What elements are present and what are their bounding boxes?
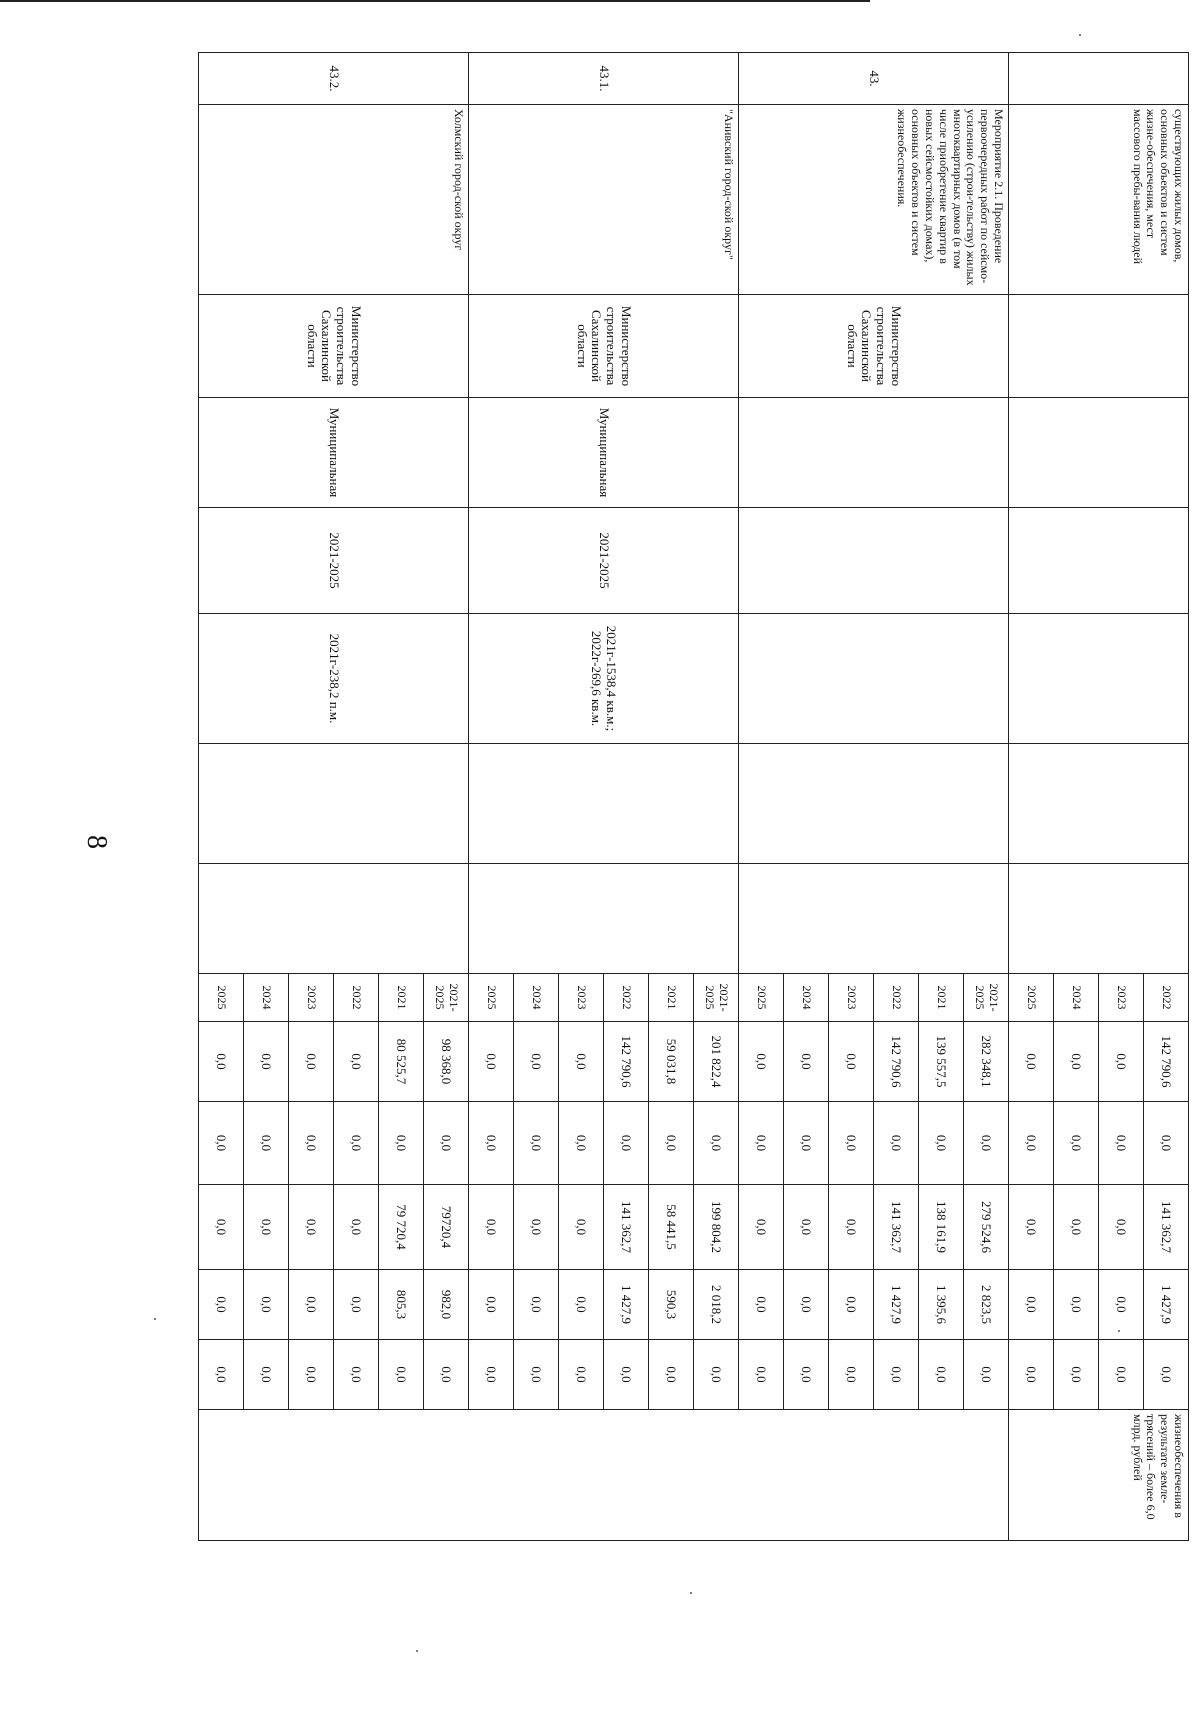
empty-cell (469, 744, 739, 864)
program-table (198, 52, 1189, 1541)
period-cell (739, 508, 1009, 614)
local-cell: 1 427,9 (1144, 1270, 1189, 1340)
scan-speck (690, 1592, 692, 1594)
federal-cell: 0,0 (289, 1102, 334, 1185)
total-cell: 0,0 (334, 1022, 379, 1102)
local-cell: 0,0 (469, 1270, 514, 1340)
total-cell: 98 368,0 (424, 1022, 469, 1102)
year-cell: 2025 (1009, 974, 1054, 1022)
regional-cell: 0,0 (514, 1185, 559, 1270)
result-cell (199, 1410, 1009, 1541)
local-cell: 0,0 (1054, 1270, 1099, 1340)
extra-budget-cell: 0,0 (604, 1340, 649, 1410)
extra-budget-cell: 0,0 (289, 1340, 334, 1410)
table-body (199, 53, 1189, 1541)
regional-cell: 0,0 (829, 1185, 874, 1270)
regional-cell: 279 524,6 (964, 1185, 1009, 1270)
regional-cell: 0,0 (1009, 1185, 1054, 1270)
federal-cell: 0,0 (1054, 1102, 1099, 1185)
federal-cell: 0,0 (1009, 1102, 1054, 1185)
extra-budget-cell: 0,0 (334, 1340, 379, 1410)
indicator-cell: 2021г-1538,4 кв.м.; 2022г-269,6 кв.м. (469, 614, 739, 744)
extra-budget-cell: 0,0 (694, 1340, 739, 1410)
regional-cell: 138 161,9 (919, 1185, 964, 1270)
total-cell: 0,0 (559, 1022, 604, 1102)
total-cell: 0,0 (289, 1022, 334, 1102)
extra-budget-cell: 0,0 (1099, 1340, 1144, 1410)
federal-cell: 0,0 (469, 1102, 514, 1185)
total-cell: 0,0 (829, 1022, 874, 1102)
local-cell: 2 018,2 (694, 1270, 739, 1340)
year-cell: 2021 (379, 974, 424, 1022)
total-cell: 282 348,1 (964, 1022, 1009, 1102)
regional-cell: 79 720,4 (379, 1185, 424, 1270)
total-cell: 0,0 (244, 1022, 289, 1102)
year-cell: 2022 (1144, 974, 1189, 1022)
local-cell: 1 395,6 (919, 1270, 964, 1340)
local-cell: 1 427,9 (604, 1270, 649, 1340)
total-cell: 0,0 (514, 1022, 559, 1102)
federal-cell: 0,0 (739, 1102, 784, 1185)
total-cell: 80 525,7 (379, 1022, 424, 1102)
indicator-cell (739, 614, 1009, 744)
page-number: 8 (81, 835, 112, 849)
federal-cell: 0,0 (784, 1102, 829, 1185)
name-cell: Холмский город-ской округ (199, 105, 469, 295)
executor-cell: Министерство строительства Сахалинской области (739, 295, 1009, 398)
total-cell: 59 031,8 (649, 1022, 694, 1102)
year-cell: 2022 (874, 974, 919, 1022)
local-cell: 1 427,9 (874, 1270, 919, 1340)
federal-cell: 0,0 (559, 1102, 604, 1185)
federal-cell: 0,0 (694, 1102, 739, 1185)
year-cell: 2021-2025 (424, 974, 469, 1022)
local-cell: 0,0 (739, 1270, 784, 1340)
year-cell: 2023 (289, 974, 334, 1022)
executor-cell (1009, 295, 1189, 398)
year-cell: 2021 (649, 974, 694, 1022)
empty-cell (739, 744, 1009, 864)
period-cell: 2021-2025 (469, 508, 739, 614)
top-scan-edge (0, 0, 870, 2)
federal-cell: 0,0 (919, 1102, 964, 1185)
total-cell: 0,0 (1009, 1022, 1054, 1102)
local-cell: 0,0 (199, 1270, 244, 1340)
regional-cell: 79720,4 (424, 1185, 469, 1270)
federal-cell: 0,0 (199, 1102, 244, 1185)
scan-speck (1118, 1330, 1120, 1332)
local-cell: 0,0 (784, 1270, 829, 1340)
local-cell: 0,0 (829, 1270, 874, 1340)
name-cell: Мероприятие 2.1. Проведение первоочередных работ по сейсмо-усилению (строи-тельству) жилых многоквартирных домов (в том числе приобретение квартир в новых сейсмостойких домах), основных объектов и систем жизнеобеспечения. (739, 105, 1009, 295)
year-cell: 2025 (739, 974, 784, 1022)
total-cell: 0,0 (784, 1022, 829, 1102)
empty-cell (469, 864, 739, 974)
extra-budget-cell: 0,0 (1144, 1340, 1189, 1410)
total-cell: 142 790,6 (604, 1022, 649, 1102)
local-cell: 805,3 (379, 1270, 424, 1340)
federal-cell: 0,0 (379, 1102, 424, 1185)
regional-cell: 199 804,2 (694, 1185, 739, 1270)
federal-cell: 0,0 (424, 1102, 469, 1185)
rotated-table-container (177, 52, 1189, 1540)
ownership-cell (1009, 398, 1189, 508)
total-cell: 0,0 (1054, 1022, 1099, 1102)
document-sheet (177, 52, 1189, 1540)
regional-cell: 0,0 (469, 1185, 514, 1270)
regional-cell: 0,0 (739, 1185, 784, 1270)
local-cell: 2 823,5 (964, 1270, 1009, 1340)
number-cell: 43. (739, 53, 1009, 105)
indicator-cell: 2021г-238,2 п.м. (199, 614, 469, 744)
federal-cell: 0,0 (334, 1102, 379, 1185)
local-cell: 0,0 (289, 1270, 334, 1340)
table-row (694, 53, 739, 1541)
total-cell: 0,0 (199, 1022, 244, 1102)
extra-budget-cell: 0,0 (919, 1340, 964, 1410)
year-cell: 2023 (1099, 974, 1144, 1022)
federal-cell: 0,0 (1144, 1102, 1189, 1185)
extra-budget-cell: 0,0 (964, 1340, 1009, 1410)
extra-budget-cell: 0,0 (739, 1340, 784, 1410)
federal-cell: 0,0 (604, 1102, 649, 1185)
extra-budget-cell: 0,0 (784, 1340, 829, 1410)
scan-speck (416, 1650, 418, 1652)
table-row (964, 53, 1009, 1541)
empty-cell (1009, 864, 1189, 974)
indicator-cell (1009, 614, 1189, 744)
executor-cell: Министерство строительства Сахалинской области (199, 295, 469, 398)
local-cell: 0,0 (1099, 1270, 1144, 1340)
year-cell: 2025 (469, 974, 514, 1022)
total-cell: 139 557,5 (919, 1022, 964, 1102)
regional-cell: 0,0 (1054, 1185, 1099, 1270)
empty-cell (1009, 744, 1189, 864)
empty-cell (199, 744, 469, 864)
year-cell: 2024 (784, 974, 829, 1022)
year-cell: 2021 (919, 974, 964, 1022)
regional-cell: 0,0 (244, 1185, 289, 1270)
regional-cell: 0,0 (199, 1185, 244, 1270)
extra-budget-cell: 0,0 (649, 1340, 694, 1410)
regional-cell: 0,0 (559, 1185, 604, 1270)
federal-cell: 0,0 (514, 1102, 559, 1185)
year-cell: 2022 (334, 974, 379, 1022)
local-cell: 982,0 (424, 1270, 469, 1340)
extra-budget-cell: 0,0 (829, 1340, 874, 1410)
total-cell: 0,0 (739, 1022, 784, 1102)
extra-budget-cell: 0,0 (469, 1340, 514, 1410)
year-cell: 2022 (604, 974, 649, 1022)
extra-budget-cell: 0,0 (514, 1340, 559, 1410)
regional-cell: 0,0 (784, 1185, 829, 1270)
scan-speck (154, 1318, 156, 1320)
federal-cell: 0,0 (964, 1102, 1009, 1185)
regional-cell: 141 362,7 (874, 1185, 919, 1270)
total-cell: 142 790,6 (1144, 1022, 1189, 1102)
ownership-cell: Муниципальная (199, 398, 469, 508)
extra-budget-cell: 0,0 (874, 1340, 919, 1410)
executor-cell: Министерство строительства Сахалинской области (469, 295, 739, 398)
extra-budget-cell: 0,0 (1009, 1340, 1054, 1410)
year-cell: 2024 (244, 974, 289, 1022)
total-cell: 0,0 (1099, 1022, 1144, 1102)
year-cell: 2023 (829, 974, 874, 1022)
regional-cell: 58 441,5 (649, 1185, 694, 1270)
year-cell: 2024 (514, 974, 559, 1022)
federal-cell: 0,0 (244, 1102, 289, 1185)
regional-cell: 0,0 (334, 1185, 379, 1270)
local-cell: 590,3 (649, 1270, 694, 1340)
year-cell: 2024 (1054, 974, 1099, 1022)
federal-cell: 0,0 (829, 1102, 874, 1185)
federal-cell: 0,0 (1099, 1102, 1144, 1185)
total-cell: 201 822,4 (694, 1022, 739, 1102)
name-cell: существующих жилых домов, основных объектов и систем жизне-обеспечения, мест массового пребы-вания людей (1009, 105, 1189, 295)
local-cell: 0,0 (514, 1270, 559, 1340)
regional-cell: 0,0 (1099, 1185, 1144, 1270)
year-cell: 2023 (559, 974, 604, 1022)
empty-cell (739, 864, 1009, 974)
table-row (1144, 53, 1189, 1541)
local-cell: 0,0 (244, 1270, 289, 1340)
ownership-cell (739, 398, 1009, 508)
total-cell: 0,0 (469, 1022, 514, 1102)
extra-budget-cell: 0,0 (559, 1340, 604, 1410)
federal-cell: 0,0 (874, 1102, 919, 1185)
number-cell: 43.2. (199, 53, 469, 105)
number-cell: 43.1. (469, 53, 739, 105)
federal-cell: 0,0 (649, 1102, 694, 1185)
result-cell: жизнеобеспечения в результате земле-трясений – более 6,0 млрд. рублей (1009, 1410, 1189, 1541)
regional-cell: 141 362,7 (1144, 1185, 1189, 1270)
year-cell: 2021-2025 (694, 974, 739, 1022)
scan-speck (1079, 34, 1081, 36)
extra-budget-cell: 0,0 (424, 1340, 469, 1410)
extra-budget-cell: 0,0 (244, 1340, 289, 1410)
year-cell: 2025 (199, 974, 244, 1022)
table-row (424, 53, 469, 1541)
local-cell: 0,0 (334, 1270, 379, 1340)
ownership-cell: Муниципальная (469, 398, 739, 508)
extra-budget-cell: 0,0 (379, 1340, 424, 1410)
local-cell: 0,0 (559, 1270, 604, 1340)
year-cell: 2021-2025 (964, 974, 1009, 1022)
period-cell (1009, 508, 1189, 614)
local-cell: 0,0 (1009, 1270, 1054, 1340)
empty-cell (199, 864, 469, 974)
name-cell: "Анивский город-ской округ" (469, 105, 739, 295)
period-cell: 2021-2025 (199, 508, 469, 614)
number-cell (1009, 53, 1189, 105)
extra-budget-cell: 0,0 (199, 1340, 244, 1410)
regional-cell: 141 362,7 (604, 1185, 649, 1270)
total-cell: 142 790,6 (874, 1022, 919, 1102)
regional-cell: 0,0 (289, 1185, 334, 1270)
extra-budget-cell: 0,0 (1054, 1340, 1099, 1410)
